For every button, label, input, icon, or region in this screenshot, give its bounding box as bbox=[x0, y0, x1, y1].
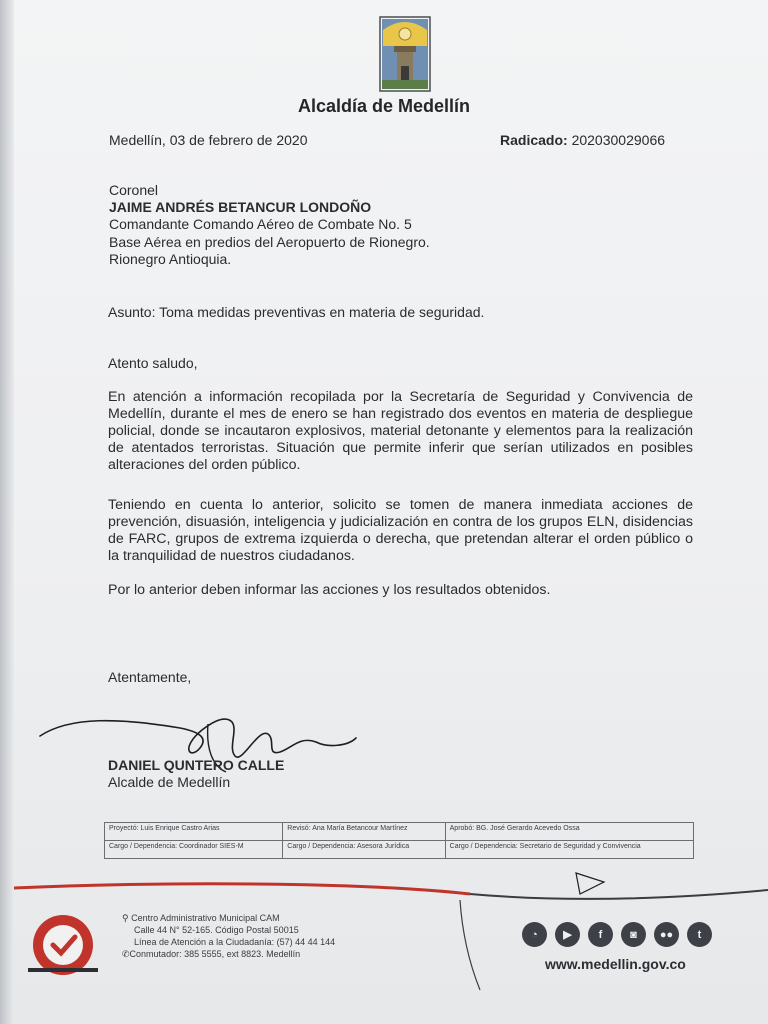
approvals-row bbox=[105, 823, 694, 841]
recipient-name: JAIME ANDRÉS BETANCUR LONDOÑO bbox=[109, 199, 372, 215]
address-line-1 bbox=[122, 912, 335, 924]
footer-decoration bbox=[0, 870, 768, 1024]
recipient-line3: Rionegro Antioquia. bbox=[109, 251, 232, 267]
address-1: Centro Administrativo Municipal CAM bbox=[131, 913, 280, 923]
approved-by: Aprobó: BG. José Gerardo Acevedo Ossa bbox=[445, 823, 693, 841]
footer-address bbox=[122, 912, 335, 960]
recipient-rank: Coronel bbox=[109, 182, 159, 198]
address-line-3: Línea de Atención a la Ciudadanía: (57) 44 44 144 bbox=[134, 937, 336, 947]
radicado-label: Radicado: bbox=[500, 132, 568, 148]
location-pin-icon: ⚲ bbox=[122, 913, 132, 923]
greeting: Atento saludo, bbox=[108, 355, 198, 371]
body-paragraph-3: Por lo anterior deben informar las acciones y los resultados obtenidos. bbox=[108, 582, 551, 598]
signer-title: Alcalde de Medellín bbox=[108, 774, 231, 790]
facebook-icon[interactable]: f bbox=[588, 922, 613, 947]
twitter-icon[interactable]: t bbox=[687, 922, 712, 947]
rss-icon[interactable]: ◔ bbox=[522, 922, 547, 947]
closing: Atentamente, bbox=[108, 669, 192, 685]
certification-badge-icon bbox=[26, 908, 100, 978]
flickr-icon[interactable]: ●● bbox=[654, 922, 679, 947]
place-date: Medellín, 03 de febrero de 2020 bbox=[109, 132, 308, 148]
coat-of-arms-logo bbox=[379, 16, 431, 92]
social-icons bbox=[522, 922, 712, 947]
cargo-3: Cargo / Dependencia: Secretario de Seguridad y Convivencia bbox=[445, 841, 693, 859]
radicado-number: 202030029066 bbox=[571, 132, 666, 148]
subject-line: Asunto: Toma medidas preventivas en materia de seguridad. bbox=[108, 304, 485, 320]
body-paragraph-1: En atención a información recopilada por la Secretaría de Seguridad y Convivencia de Medellín, durante el mes de enero se han registrado dos eventos en materia de despliegue policial, donde se incautaron explosivos, material detonante y elementos para la realización de atentados terroristas. Situación que permite inferir que serían utilizados en posibles alteraciones del orden público. bbox=[108, 389, 693, 473]
approvals-row bbox=[105, 841, 694, 859]
address-line-4 bbox=[122, 948, 335, 960]
signer-name: DANIEL QUNTERO CALLE bbox=[108, 757, 285, 773]
radicado bbox=[500, 132, 665, 149]
cargo-2: Cargo / Dependencia: Asesora Jurídica bbox=[283, 841, 445, 859]
website-link[interactable]: www.medellin.gov.co bbox=[545, 956, 686, 972]
address-4: Conmutador: 385 5555, ext 8823. Medellín bbox=[129, 949, 301, 959]
approvals-table bbox=[104, 822, 694, 859]
phone-icon: ✆ bbox=[122, 949, 130, 959]
recipient-line1: Comandante Comando Aéreo de Combate No. 5 bbox=[109, 216, 412, 232]
projected-by: Proyectó: Luis Enrique Castro Arias bbox=[105, 823, 283, 841]
reviewed-by: Revisó: Ana María Betancour Martínez bbox=[283, 823, 445, 841]
recipient-line2: Base Aérea en predios del Aeropuerto de Rionegro. bbox=[109, 234, 430, 250]
body-paragraph-2: Teniendo en cuenta lo anterior, solicito se tomen de manera inmediata acciones de prevención, disuasión, inteligencia y judicialización en contra de los grupos ELN, disidencias de FARC, grupos de extrema izquierda o derecha, que pretendan alterar el orden público o la tranquilidad de nuestros ciudadanos. bbox=[108, 497, 693, 564]
youtube-icon[interactable]: ▶ bbox=[555, 922, 580, 947]
cargo-1: Cargo / Dependencia: Coordinador SIES-M bbox=[105, 841, 283, 859]
instagram-icon[interactable]: ◙ bbox=[621, 922, 646, 947]
address-line-2: Calle 44 N° 52-165. Código Postal 50015 bbox=[134, 925, 299, 935]
org-name: Alcaldía de Medellín bbox=[297, 96, 471, 116]
